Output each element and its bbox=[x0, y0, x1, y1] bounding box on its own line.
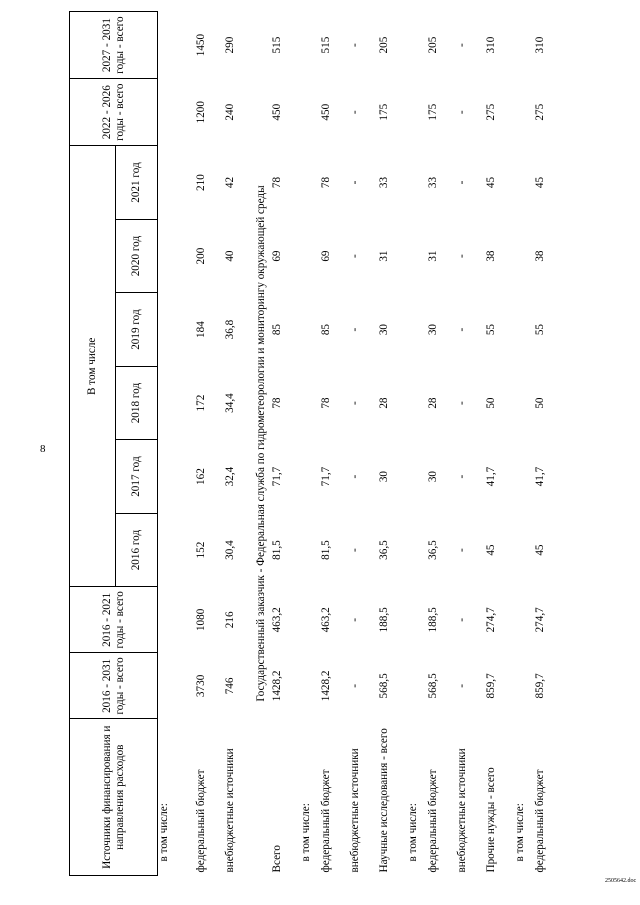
cell-value: 30 bbox=[427, 323, 440, 336]
header-year-2016: 2016 год bbox=[116, 513, 158, 587]
table-row bbox=[224, 12, 253, 876]
cell-value bbox=[158, 366, 195, 440]
cell-value: 1450 bbox=[194, 33, 207, 57]
cell-value: 30 bbox=[427, 470, 440, 483]
cell-value bbox=[158, 440, 195, 514]
cell-value: 746 bbox=[223, 677, 236, 695]
cell-value: 41,7 bbox=[485, 466, 498, 487]
cell-value bbox=[514, 12, 534, 79]
table-row bbox=[485, 12, 514, 876]
cell-value: - bbox=[456, 180, 469, 185]
cell-value: 274,7 bbox=[534, 607, 547, 633]
cell-value: 36,5 bbox=[378, 540, 391, 560]
cell-value: 71,7 bbox=[271, 466, 284, 487]
cell-value: 1428,2 bbox=[320, 670, 333, 702]
cell-value: - bbox=[456, 548, 469, 552]
cell-value: 463,2 bbox=[271, 607, 284, 633]
cell-value: - bbox=[349, 43, 362, 47]
cell-value bbox=[300, 653, 320, 719]
section-title: Государственный заказчик - Федеральная служба по гидрометеорологии и мониторингу окружающей среды bbox=[254, 185, 267, 702]
cell-value bbox=[514, 146, 534, 220]
table-row bbox=[456, 12, 485, 876]
table-row bbox=[378, 12, 407, 876]
cell-value: 30 bbox=[378, 323, 391, 336]
header-year-2018: 2018 год bbox=[116, 366, 158, 440]
table-row bbox=[349, 12, 378, 876]
cell-value: 210 bbox=[194, 174, 207, 191]
cell-value: 78 bbox=[320, 176, 333, 189]
cell-value bbox=[158, 513, 195, 587]
cell-value: 515 bbox=[271, 36, 284, 54]
cell-value: - bbox=[456, 401, 469, 405]
row-label: Прочие нужды - всего bbox=[485, 767, 498, 873]
cell-value bbox=[300, 219, 320, 293]
table-row bbox=[300, 12, 320, 876]
cell-value: 45 bbox=[534, 544, 547, 556]
header-year-2019: 2019 год bbox=[116, 293, 158, 367]
row-label: федеральный бюджет bbox=[534, 769, 547, 873]
cell-value: - bbox=[349, 684, 362, 688]
row-label: в том числе: bbox=[158, 803, 170, 862]
cell-value: - bbox=[349, 474, 362, 479]
row-label: Научные исследования - всего bbox=[378, 728, 391, 873]
cell-value: 568,5 bbox=[427, 673, 440, 699]
cell-value bbox=[158, 146, 195, 220]
cell-value: 28 bbox=[378, 397, 391, 409]
row-label: внебюджетные источники bbox=[456, 748, 469, 873]
row-label: в том числе: bbox=[514, 803, 527, 862]
rotated-table-page bbox=[69, 6, 636, 876]
cell-value: 78 bbox=[271, 176, 284, 189]
table-body-main bbox=[271, 12, 563, 876]
cell-value bbox=[300, 366, 320, 440]
cell-value: 30 bbox=[378, 470, 391, 483]
cell-value bbox=[514, 79, 534, 146]
cell-value: 450 bbox=[271, 103, 284, 121]
cell-value bbox=[158, 79, 195, 146]
cell-value: 275 bbox=[485, 103, 498, 121]
header-year-2020: 2020 год bbox=[116, 219, 158, 293]
page-number: 8 bbox=[40, 443, 46, 455]
cell-value: 85 bbox=[271, 323, 284, 336]
table-section bbox=[253, 12, 272, 876]
cell-value: - bbox=[349, 254, 362, 258]
cell-value: - bbox=[456, 327, 469, 332]
cell-value bbox=[158, 219, 195, 293]
cell-value: 36,5 bbox=[427, 540, 440, 560]
row-label: федеральный бюджет bbox=[320, 769, 333, 873]
cell-value bbox=[407, 79, 427, 146]
cell-value: 28 bbox=[427, 397, 440, 409]
cell-value: 275 bbox=[534, 103, 547, 121]
cell-value: 162 bbox=[194, 468, 207, 485]
table-body-top bbox=[158, 12, 253, 876]
cell-value: 188,5 bbox=[378, 607, 391, 633]
header-total-2016-2021: 2016 - 2021 годы - всего bbox=[70, 587, 158, 653]
cell-value: 50 bbox=[534, 397, 547, 409]
table-row bbox=[407, 12, 427, 876]
row-label: внебюджетные источники bbox=[223, 748, 236, 873]
cell-value: 81,5 bbox=[271, 540, 284, 560]
cell-value: 69 bbox=[271, 250, 284, 262]
cell-value: 184 bbox=[194, 321, 207, 338]
cell-value bbox=[514, 366, 534, 440]
cell-value bbox=[407, 653, 427, 719]
cell-value: 81,5 bbox=[320, 540, 333, 560]
cell-value bbox=[407, 219, 427, 293]
row-label: в том числе: bbox=[300, 803, 313, 862]
cell-value: 200 bbox=[194, 247, 207, 265]
cell-value: 1428,2 bbox=[271, 670, 284, 702]
cell-value: 85 bbox=[320, 323, 333, 336]
cell-value: 188,5 bbox=[427, 607, 440, 633]
header-year-2021: 2021 год bbox=[116, 146, 158, 220]
cell-value: 69 bbox=[320, 250, 333, 262]
cell-value bbox=[300, 513, 320, 587]
financing-table bbox=[69, 11, 563, 876]
cell-value: 36,8 bbox=[223, 319, 236, 340]
cell-value: 290 bbox=[223, 36, 236, 54]
cell-value: 41,7 bbox=[534, 466, 547, 487]
cell-value bbox=[514, 513, 534, 587]
table-row bbox=[427, 12, 456, 876]
cell-value: 515 bbox=[320, 36, 333, 54]
header-total-2027-2031: 2027 - 2031 годы - всего bbox=[70, 12, 158, 79]
cell-value: 32,4 bbox=[223, 466, 236, 487]
header-including: В том числе bbox=[70, 146, 116, 587]
cell-value: 175 bbox=[378, 103, 391, 121]
cell-value bbox=[407, 513, 427, 587]
cell-value: - bbox=[456, 617, 469, 622]
cell-value: 172 bbox=[194, 394, 207, 412]
table-row bbox=[271, 12, 300, 876]
cell-value: 55 bbox=[534, 323, 547, 336]
cell-value: 30,4 bbox=[223, 540, 236, 560]
cell-value bbox=[407, 440, 427, 514]
cell-value: 310 bbox=[485, 36, 498, 54]
cell-value: - bbox=[349, 548, 362, 552]
cell-value: - bbox=[456, 110, 469, 115]
cell-value: 859,7 bbox=[485, 673, 498, 699]
cell-value bbox=[514, 653, 534, 719]
cell-value: 216 bbox=[223, 611, 236, 629]
cell-value: 78 bbox=[271, 397, 284, 409]
footer-filename: 2505642.doc bbox=[605, 878, 637, 884]
cell-value bbox=[300, 587, 320, 653]
cell-value bbox=[300, 12, 320, 79]
row-label: в том числе: bbox=[407, 803, 420, 862]
cell-value: - bbox=[456, 43, 469, 47]
cell-value bbox=[300, 79, 320, 146]
cell-value: 240 bbox=[223, 103, 236, 121]
cell-value: 205 bbox=[378, 36, 391, 54]
header-total-2016-2031: 2016 - 2031 годы - всего bbox=[70, 653, 158, 719]
cell-value bbox=[407, 146, 427, 220]
cell-value bbox=[158, 653, 195, 719]
cell-value bbox=[514, 587, 534, 653]
cell-value: 38 bbox=[534, 250, 547, 262]
cell-value: 38 bbox=[485, 250, 498, 262]
cell-value bbox=[300, 146, 320, 220]
cell-value bbox=[407, 12, 427, 79]
row-label: внебюджетные источники bbox=[349, 748, 362, 873]
cell-value: 45 bbox=[485, 176, 498, 189]
table-row bbox=[320, 12, 349, 876]
cell-value bbox=[300, 440, 320, 514]
cell-value: 31 bbox=[378, 250, 391, 262]
cell-value: 40 bbox=[223, 250, 236, 262]
cell-value bbox=[514, 293, 534, 367]
cell-value: 71,7 bbox=[320, 466, 333, 487]
cell-value: 33 bbox=[427, 176, 440, 189]
table-row bbox=[158, 12, 195, 876]
cell-value: - bbox=[349, 617, 362, 622]
table-row bbox=[195, 12, 224, 876]
cell-value: 310 bbox=[534, 36, 547, 54]
cell-value bbox=[158, 12, 195, 79]
cell-value: 175 bbox=[427, 103, 440, 121]
cell-value: 1200 bbox=[194, 101, 207, 124]
cell-value bbox=[514, 440, 534, 514]
table-row bbox=[534, 12, 563, 876]
cell-value bbox=[158, 293, 195, 367]
cell-value bbox=[407, 587, 427, 653]
header-total-2022-2026: 2022 - 2026 годы - всего bbox=[70, 79, 158, 146]
cell-value: 1080 bbox=[194, 608, 207, 632]
cell-value: 274,7 bbox=[485, 607, 498, 633]
cell-value: 33 bbox=[378, 176, 391, 189]
cell-value: 152 bbox=[194, 541, 207, 559]
cell-value: 859,7 bbox=[534, 673, 547, 699]
row-label: федеральный бюджет bbox=[427, 769, 440, 873]
cell-value bbox=[407, 293, 427, 367]
cell-value: - bbox=[456, 474, 469, 479]
cell-value: - bbox=[456, 684, 469, 688]
cell-value: 34,4 bbox=[223, 393, 236, 413]
cell-value: 568,5 bbox=[378, 673, 391, 699]
cell-value: 450 bbox=[320, 103, 333, 121]
cell-value: 3730 bbox=[194, 674, 207, 698]
cell-value: 50 bbox=[485, 397, 498, 409]
row-label: федеральный бюджет bbox=[194, 769, 207, 873]
cell-value: - bbox=[349, 327, 362, 332]
cell-value bbox=[158, 587, 195, 653]
cell-value: - bbox=[349, 401, 362, 405]
cell-value: 78 bbox=[320, 397, 333, 409]
cell-value bbox=[300, 293, 320, 367]
cell-value: - bbox=[349, 110, 362, 115]
cell-value: 55 bbox=[485, 323, 498, 336]
cell-value: 45 bbox=[485, 544, 498, 556]
cell-value: 31 bbox=[427, 250, 440, 262]
row-label: Всего bbox=[271, 845, 284, 873]
cell-value bbox=[514, 219, 534, 293]
cell-value bbox=[407, 366, 427, 440]
cell-value: - bbox=[456, 254, 469, 258]
cell-value: 205 bbox=[427, 36, 440, 54]
cell-value: 463,2 bbox=[320, 607, 333, 633]
cell-value: - bbox=[349, 180, 362, 185]
table-row bbox=[514, 12, 534, 876]
cell-value: 45 bbox=[534, 176, 547, 189]
cell-value: 42 bbox=[223, 176, 236, 189]
header-year-2017: 2017 год bbox=[116, 440, 158, 514]
header-source: Источники финансирования и направления расходов bbox=[70, 719, 158, 876]
